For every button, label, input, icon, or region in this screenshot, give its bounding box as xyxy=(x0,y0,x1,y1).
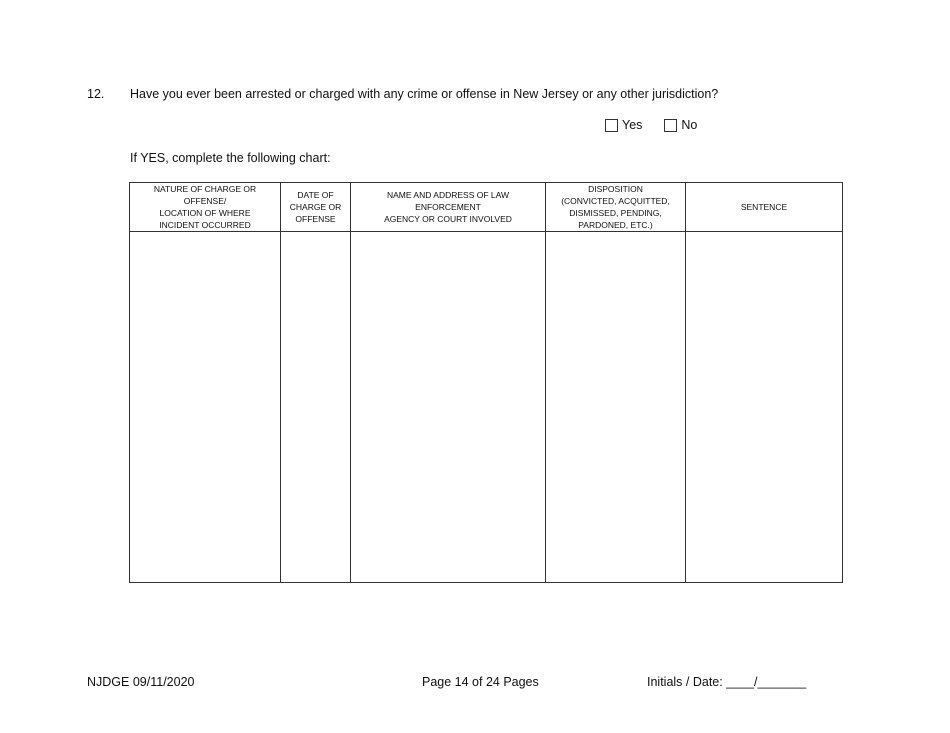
instruction-text: If YES, complete the following chart: xyxy=(130,151,331,165)
yes-no-choices xyxy=(605,118,697,132)
header-disposition: DISPOSITION (CONVICTED, ACQUITTED, DISMISSED, PENDING, PARDONED, ETC.) xyxy=(546,183,686,232)
header-date-of-charge: DATE OF CHARGE OR OFFENSE xyxy=(281,183,351,232)
initials-date[interactable]: Initials / Date: ____/_______ xyxy=(647,675,807,689)
yes-option[interactable] xyxy=(605,118,642,132)
question-number: 12. xyxy=(87,87,105,101)
form-id: NJDGE 09/11/2020 xyxy=(87,675,195,689)
header-sentence: SENTENCE xyxy=(686,183,843,232)
table-header-row xyxy=(130,183,843,232)
no-checkbox[interactable] xyxy=(664,119,677,132)
date-of-charge-cell[interactable] xyxy=(281,232,351,583)
sentence-cell[interactable] xyxy=(686,232,843,583)
yes-label: Yes xyxy=(622,118,643,132)
yes-checkbox[interactable] xyxy=(605,119,618,132)
agency-or-court-cell[interactable] xyxy=(351,232,546,583)
disposition-cell[interactable] xyxy=(546,232,686,583)
header-nature-of-charge: NATURE OF CHARGE OR OFFENSE/ LOCATION OF WHERE INCIDENT OCCURRED xyxy=(130,183,281,232)
no-option[interactable] xyxy=(664,118,697,132)
charges-table xyxy=(129,182,843,583)
no-label: No xyxy=(681,118,698,132)
header-agency-or-court: NAME AND ADDRESS OF LAW ENFORCEMENT AGENCY OR COURT INVOLVED xyxy=(351,183,546,232)
nature-of-charge-cell[interactable] xyxy=(130,232,281,583)
table-row xyxy=(130,232,843,583)
page-number: Page 14 of 24 Pages xyxy=(422,675,539,689)
question-text: Have you ever been arrested or charged with any crime or offense in New Jersey or any other jurisdiction? xyxy=(130,87,719,101)
